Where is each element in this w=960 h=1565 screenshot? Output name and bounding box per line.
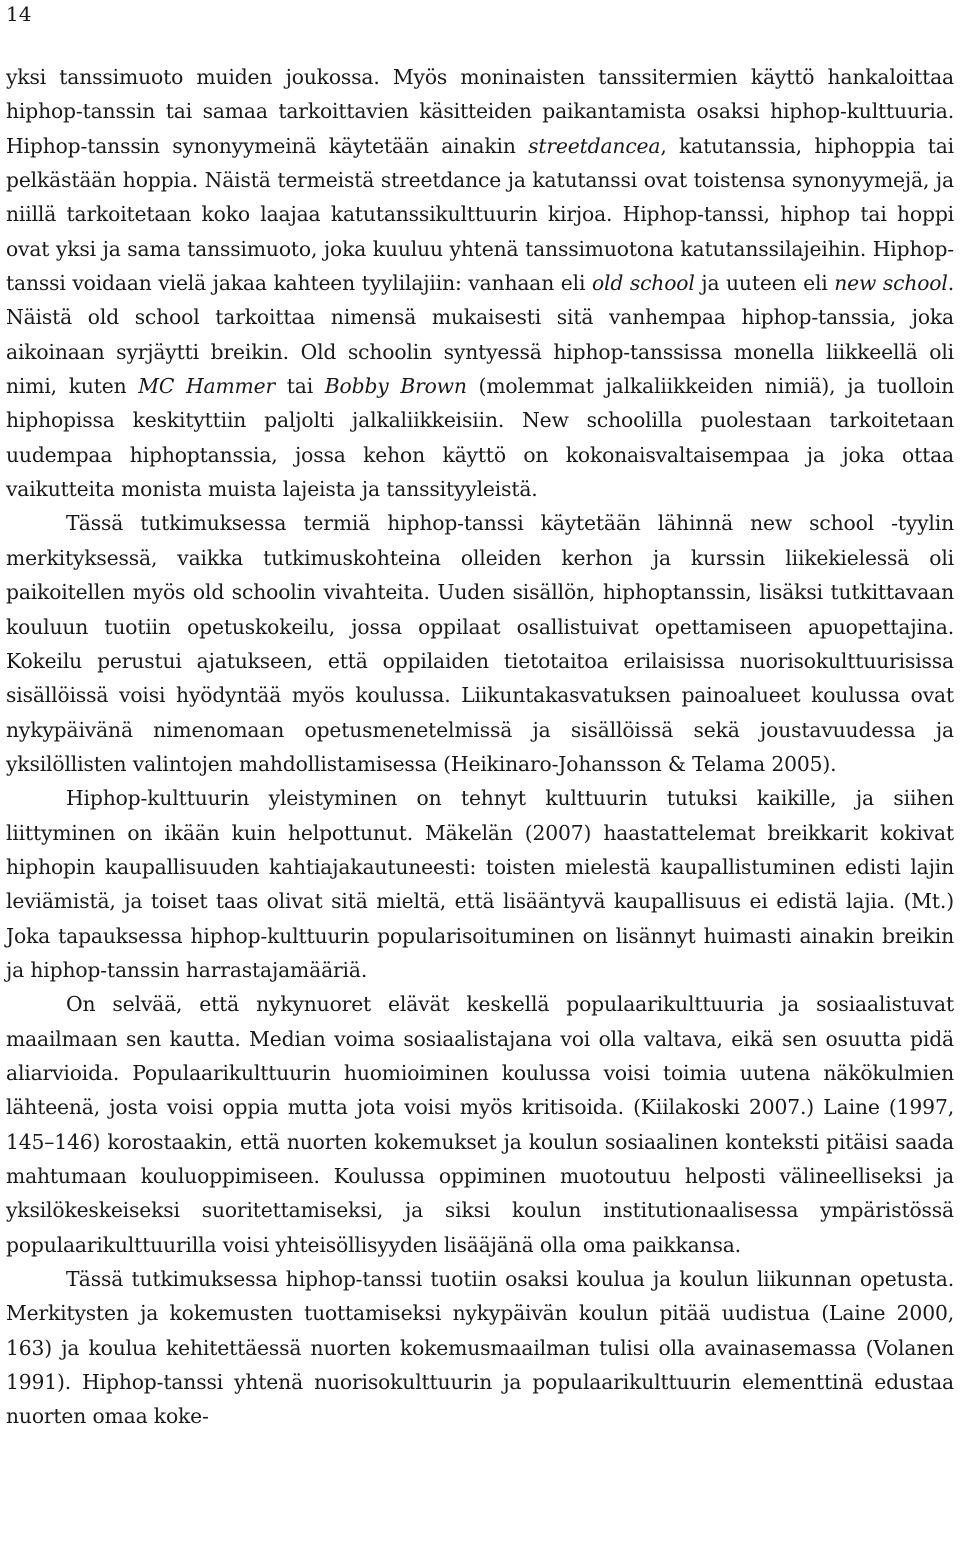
text-run: On selvää, että nykynuoret elävät keskellä populaarikulttuuria ja sosiaalistuvat maailmaan sen kautta. Median voima sosiaalistajana voi olla valtava, eikä sen osuutta pidä aliarvioida. Populaarikulttuurin huomioiminen koulussa voisi toimia uutena näkökulmien lähteenä, josta voisi oppia mutta jota voisi myös kritisoida. (Kiilakoski 2007.) Laine (1997, 145–146) korostaakin, että nuorten kokemukset ja koulun sosiaalinen konteksti pitäisi saada mahtumaan kouluoppimiseen. Koulussa oppiminen muotoutuu helposti välineelliseksi ja yksilökeskeiseksi suoritettamiseksi, ja siksi koulun institutionaalisessa ympäristössä populaarikulttuurilla voisi yhteisöllisyyden lisääjänä olla oma paikkansa. bbox=[6, 992, 954, 1257]
body-text bbox=[6, 60, 954, 1434]
paragraph bbox=[6, 60, 954, 506]
paragraph bbox=[6, 781, 954, 987]
text-run: Tässä tutkimuksessa termiä hiphop-tanssi käytetään lähinnä new school -tyylin merkityksessä, vaikka tutkimuskohteina olleiden kerhon ja kurssin liikekielessä oli paikoitellen myös old schoolin vivahteita. Uuden sisällön, hiphoptanssin, lisäksi tutkittavaan kouluun tuotiin opetuskokeilu, jossa oppilaat osallistuivat opettamiseen apuopettajina. Kokeilu perustui ajatukseen, että oppilaiden tietotaitoa erilaisissa nuorisokulttuurisissa sisällöissä voisi hyödyntää myös koulussa. Liikuntakasvatuksen painoalueet koulussa ovat nykypäivänä nimenomaan opetusmenetelmissä ja sisällöissä sekä joustavuudessa ja yksilöllisten valintojen mahdollistamisessa (Heikinaro-Johansson & Telama 2005). bbox=[6, 511, 954, 776]
italic-term: streetdancea bbox=[528, 133, 661, 158]
italic-term: old school bbox=[591, 271, 695, 296]
paragraph bbox=[6, 1262, 954, 1434]
text-run: (molemmat jalkaliikkeiden nimiä), ja tuolloin hiphopissa keskityttiin paljolti jalkaliikkeisiin. New schoolilla puolestaan tarkoitetaan uudempaa hiphoptanssia, jossa kehon käyttö on kokonaisvaltaisempaa ja joka ottaa vaikutteita monista muista lajeista ja tanssityyleistä. bbox=[6, 374, 954, 502]
text-run: Hiphop-kulttuurin yleistyminen on tehnyt kulttuurin tutuksi kaikille, ja siihen liittyminen on ikään kuin helpottunut. Mäkelän (2007) haastattelemat breikkarit kokivat hiphopin kaupallisuuden kahtiajakautuneesti: toisten mielestä kaupallistuminen edisti lajin leviämistä, ja toiset taas olivat sitä mieltä, että lisääntyvä kaupallisuus ei edistä lajia. (Mt.) Joka tapauksessa hiphop-kulttuurin popularisoituminen on lisännyt huimasti ainakin breikin ja hiphop-tanssin harrastajamääriä. bbox=[6, 786, 954, 982]
text-run: yksi tanssimuoto muiden joukossa. Myös moninaisten tanssitermien käyttö hankaloittaa hiphop-tanssin tai samaa tarkoittavien käsitteiden paikantamista osaksi hiphop-kulttuuria. Hiphop-tanssin synonyymeinä käytetään ainakin bbox=[6, 65, 954, 158]
text-run: ja uuteen eli bbox=[694, 271, 835, 296]
italic-term: Bobby Brown bbox=[324, 374, 467, 399]
paragraph bbox=[6, 506, 954, 781]
text-run: . Näistä old school tarkoittaa nimensä mukaisesti sitä vanhempaa hiphop-tanssia, joka aikoinaan syrjäytti breikin. Old schoolin syntyessä hiphop-tanssissa monella liikkeellä oli nimi, kuten bbox=[6, 271, 954, 399]
text-run: , katutanssia, hiphoppia tai pelkästään hoppia. Näistä termeistä streetdance ja katutanssi ovat toistensa synonyymejä, ja niillä tarkoitetaan koko laajaa katutanssikulttuurin kirjoa. Hiphop-tanssi, hiphop tai hoppi ovat yksi ja sama tanssimuoto, joka kuuluu yhtenä tanssimuotona katutanssilajeihin. Hiphop-tanssi voidaan vielä jakaa kahteen tyylilajiin: vanhaan eli bbox=[6, 133, 954, 296]
italic-term: new school bbox=[834, 271, 948, 296]
page-number: 14 bbox=[6, 2, 32, 26]
text-run: Tässä tutkimuksessa hiphop-tanssi tuotiin osaksi koulua ja koulun liikunnan opetusta. Merkitysten ja kokemusten tuottamiseksi nykypäivän koulun pitää uudistua (Laine 2000, 163) ja koulua kehitettäessä nuorten kokemusmaailman tulisi olla avainasemassa (Volanen 1991). Hiphop-tanssi yhtenä nuorisokulttuurin ja populaarikulttuurin elementtinä edustaa nuorten omaa koke- bbox=[6, 1267, 954, 1429]
paragraph bbox=[6, 987, 954, 1262]
italic-term: MC Hammer bbox=[138, 374, 276, 399]
text-run: tai bbox=[275, 374, 325, 399]
